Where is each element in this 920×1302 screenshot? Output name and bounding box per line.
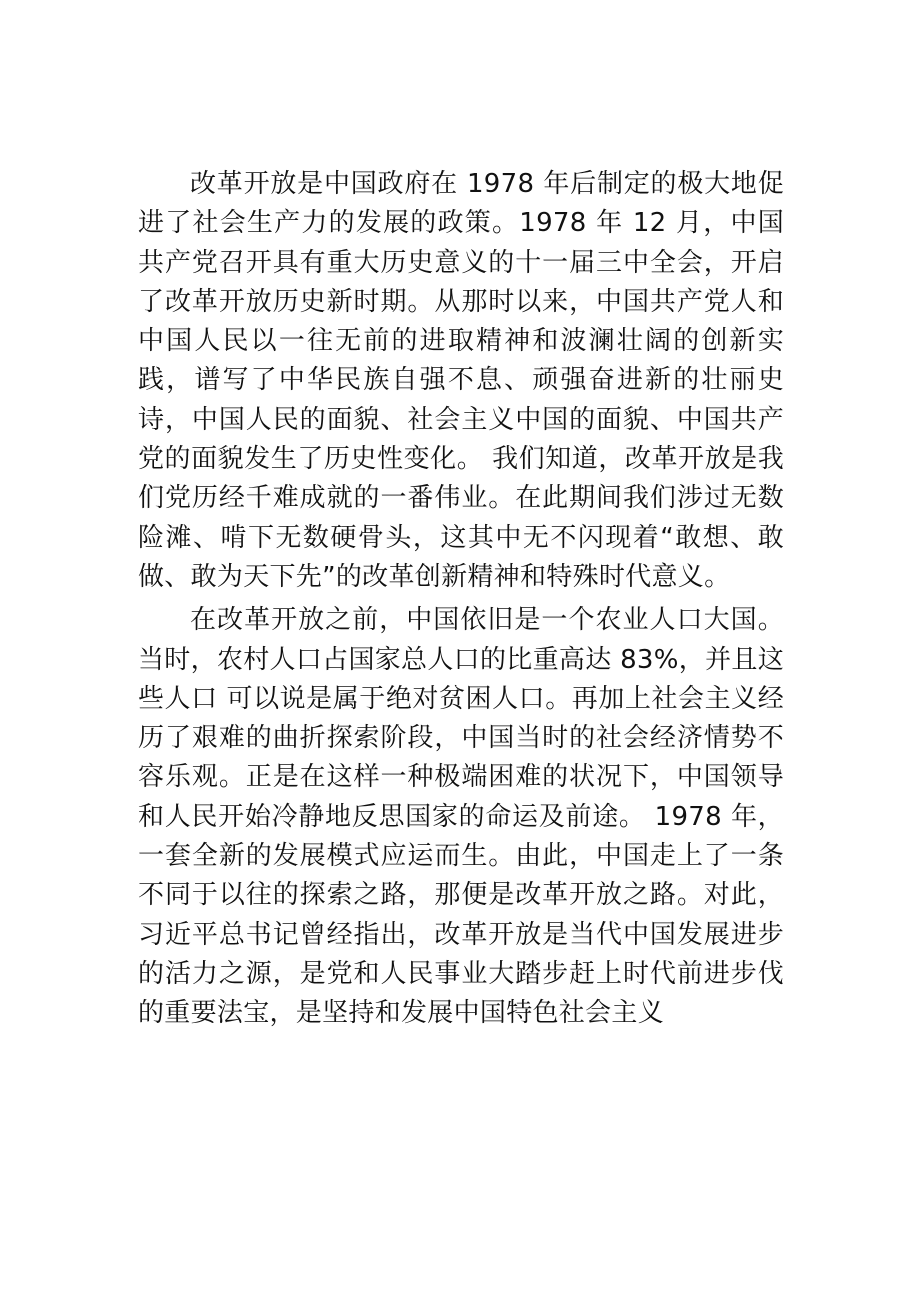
- document-body: [138, 165, 784, 1034]
- paragraph-2: 在改革开放之前，中国依旧是一个农业人口大国。当时，农村人口占国家总人口的比重高达 83%，并且这些人口 可以说是属于绝对贫困人口。再加上社会主义经历了艰难的曲折探索阶段，中国当时的社会经济情势不容乐观。正是在这样一种极端困难的状况下，中国领导和人民开始冷静地反思国家的命运及前途。 1978 年，一套全新的发展模式应运而生。由此，中国走上了一条不同于以往的探索之路，那便是改革开放之路。对此，习近平总书记曾经指出，改革开放是当代中国发展进步的活力之源，是党和人民事业大踏步赶上时代前进步伐的重要法宝，是坚持和发展中国特色社会主义: [138, 605, 784, 1029]
- paragraph-1: 改革开放是中国政府在 1978 年后制定的极大地促进了社会生产力的发展的政策。1978 年 12 月，中国共产党召开具有重大历史意义的十一届三中全会，开启了改革开放历史新时期。从那时以来，中国共产党人和中国人民以一往无前的进取精神和波澜壮阔的创新实践，谱写了中华民族自强不息、顽强奋进新的壮丽史诗，中国人民的面貌、社会主义中国的面貌、中国共产党的面貌发生了历史性变化。 我们知道，改革开放是我们党历经千难成就的一番伟业。在此期间我们涉过无数险滩、啃下无数硬骨头，这其中无不闪现着“敢想、敢做、敢为天下先”的改革创新精神和特殊时代意义。: [138, 169, 784, 592]
